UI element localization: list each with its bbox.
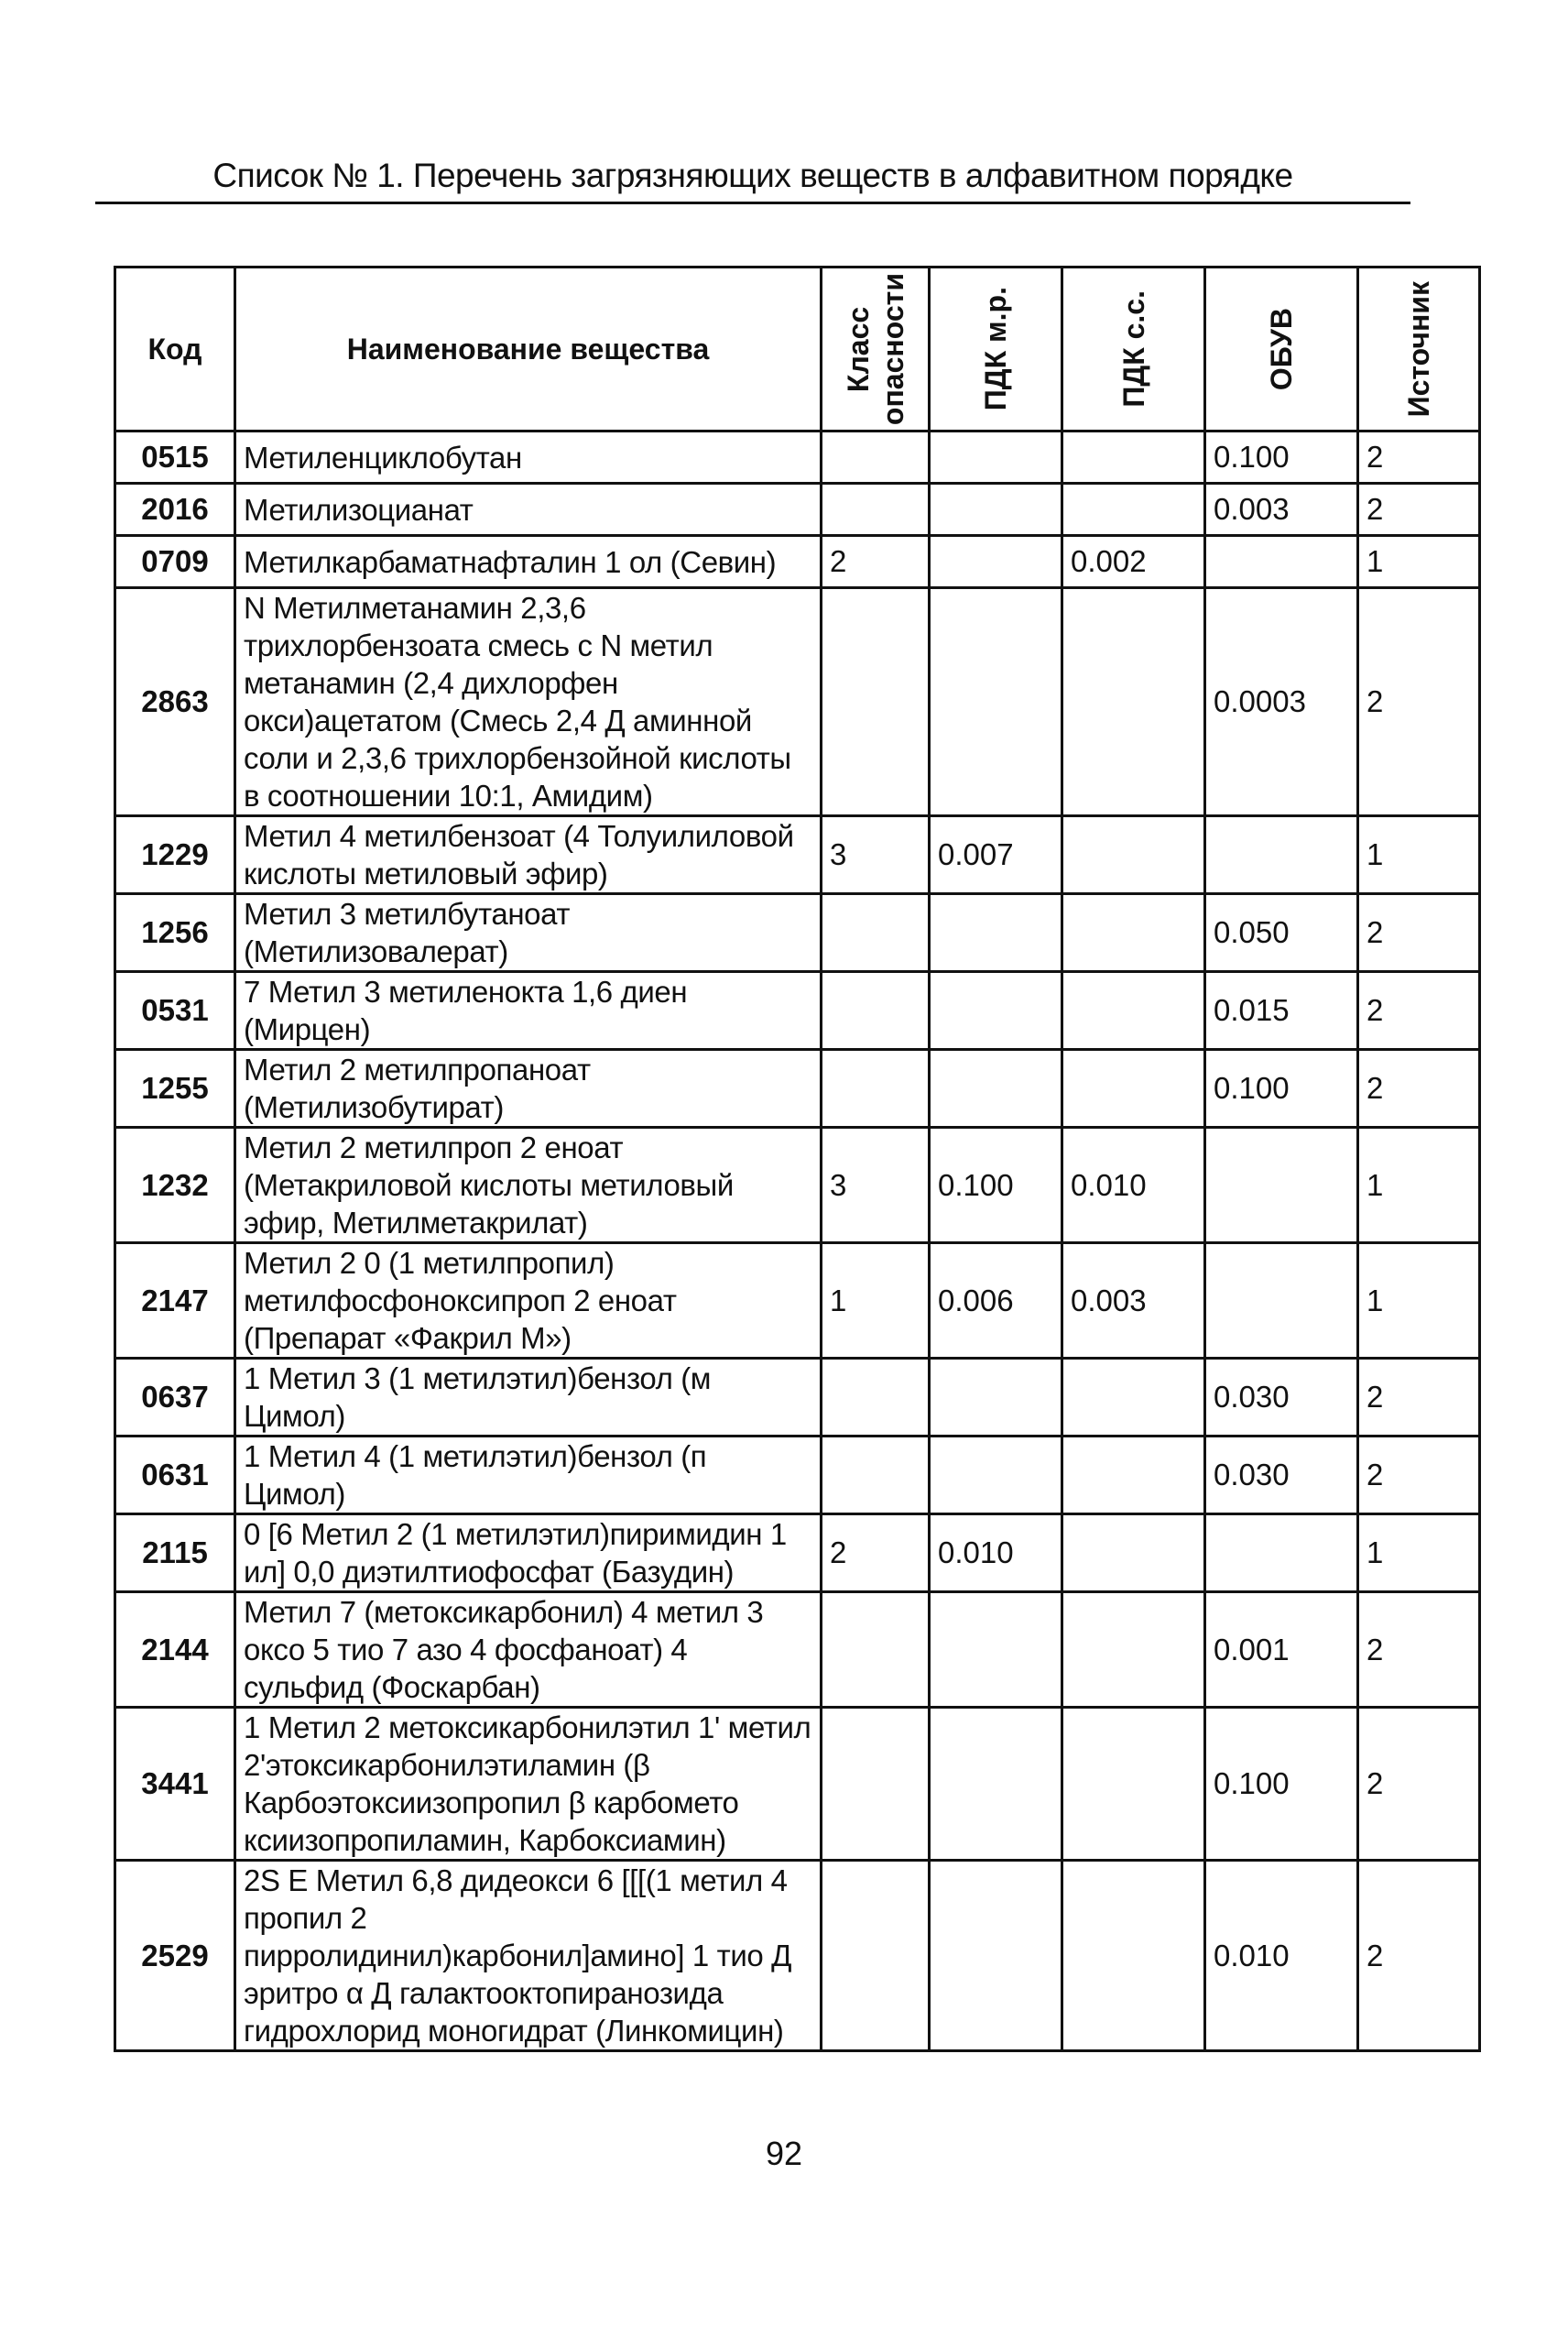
cell-pdk-ss (1062, 484, 1205, 536)
cell-code: 1232 (115, 1128, 235, 1243)
cell-obuv: 0.0003 (1205, 588, 1358, 816)
cell-source: 2 (1358, 588, 1480, 816)
cell-obuv: 0.003 (1205, 484, 1358, 536)
cell-code: 0709 (115, 536, 235, 588)
column-header-code: Код (115, 268, 235, 432)
cell-obuv: 0.010 (1205, 1861, 1358, 2051)
cell-obuv: 0.100 (1205, 432, 1358, 484)
cell-obuv: 0.050 (1205, 894, 1358, 972)
cell-source: 1 (1358, 536, 1480, 588)
table-row (115, 484, 1480, 536)
cell-pdk-mr (930, 1437, 1062, 1514)
cell-source: 2 (1358, 894, 1480, 972)
cell-name: Метиленциклобутан (235, 432, 822, 484)
cell-source: 2 (1358, 972, 1480, 1050)
cell-pdk-ss (1062, 1050, 1205, 1128)
cell-code: 0515 (115, 432, 235, 484)
cell-name: 7 Метил 3 метиленокта 1,6 диен (Мирцен) (235, 972, 822, 1050)
cell-obuv: 0.015 (1205, 972, 1358, 1050)
cell-code: 0637 (115, 1359, 235, 1437)
cell-pdk-ss: 0.003 (1062, 1243, 1205, 1359)
column-header-source-label: Источник (1402, 280, 1435, 418)
cell-pdk-ss: 0.002 (1062, 536, 1205, 588)
cell-pdk-ss (1062, 432, 1205, 484)
cell-name: Метил 3 метилбутаноат (Метилизовалерат) (235, 894, 822, 972)
cell-name: Метилкарбаматнафталин 1 ол (Севин) (235, 536, 822, 588)
cell-hazard-class: 3 (822, 816, 930, 894)
cell-hazard-class (822, 588, 930, 816)
cell-hazard-class: 2 (822, 1514, 930, 1592)
cell-obuv (1205, 816, 1358, 894)
cell-obuv: 0.100 (1205, 1050, 1358, 1128)
cell-name: 1 Метил 2 метоксикарбонилэтил 1' метил 2'этоксикарбонилэтиламин (β Карбоэтоксиизопропил β карбомето ксиизопропиламин, Карбоксиамин) (235, 1708, 822, 1861)
cell-pdk-mr (930, 536, 1062, 588)
cell-code: 2529 (115, 1861, 235, 2051)
cell-pdk-mr: 0.006 (930, 1243, 1062, 1359)
cell-pdk-ss (1062, 1437, 1205, 1514)
column-header-hazard-class (822, 268, 930, 432)
column-header-obuv (1205, 268, 1358, 432)
cell-name: N Метилметанамин 2,3,6 трихлорбензоата смесь с N метил метанамин (2,4 дихлорфен окси)ацетатом (Смесь 2,4 Д аминной соли и 2,3,6 трихлорбензойной кислоты в соотношении 10:1, Амидим) (235, 588, 822, 816)
cell-source: 2 (1358, 432, 1480, 484)
cell-obuv: 0.001 (1205, 1592, 1358, 1708)
cell-name: 1 Метил 4 (1 метилэтил)бензол (п Цимол) (235, 1437, 822, 1514)
cell-name: Метил 2 метилпропаноат (Метилизобутират) (235, 1050, 822, 1128)
cell-name: 1 Метил 3 (1 метилэтил)бензол (м Цимол) (235, 1359, 822, 1437)
cell-pdk-mr (930, 1050, 1062, 1128)
table-row (115, 588, 1480, 816)
cell-hazard-class (822, 1359, 930, 1437)
cell-name: Метил 4 метилбензоат (4 Толуилиловой кислоты метиловый эфир) (235, 816, 822, 894)
cell-pdk-mr (930, 1592, 1062, 1708)
cell-pdk-mr (930, 588, 1062, 816)
cell-name: Метилизоцианат (235, 484, 822, 536)
column-header-pdk-mr (930, 268, 1062, 432)
cell-code: 2147 (115, 1243, 235, 1359)
cell-pdk-ss (1062, 972, 1205, 1050)
cell-code: 1256 (115, 894, 235, 972)
cell-source: 1 (1358, 1243, 1480, 1359)
cell-pdk-mr (930, 1861, 1062, 2051)
cell-source: 2 (1358, 1437, 1480, 1514)
cell-pdk-mr (930, 484, 1062, 536)
substances-table (114, 266, 1481, 2052)
cell-hazard-class (822, 484, 930, 536)
cell-obuv (1205, 1514, 1358, 1592)
table-row (115, 1861, 1480, 2051)
cell-obuv: 0.100 (1205, 1708, 1358, 1861)
cell-source: 2 (1358, 1592, 1480, 1708)
column-header-obuv-label: ОБУВ (1265, 307, 1298, 391)
table-row (115, 1128, 1480, 1243)
cell-pdk-ss (1062, 1861, 1205, 2051)
cell-hazard-class: 3 (822, 1128, 930, 1243)
cell-pdk-mr: 0.010 (930, 1514, 1062, 1592)
table-row (115, 1437, 1480, 1514)
cell-code: 2115 (115, 1514, 235, 1592)
cell-code: 0631 (115, 1437, 235, 1514)
table-row (115, 1592, 1480, 1708)
page-number: 92 (765, 2135, 803, 2172)
cell-pdk-ss (1062, 1514, 1205, 1592)
cell-obuv (1205, 1128, 1358, 1243)
column-header-source (1358, 268, 1480, 432)
cell-source: 2 (1358, 1708, 1480, 1861)
table-row (115, 536, 1480, 588)
cell-pdk-mr (930, 1359, 1062, 1437)
column-header-pdk-mr-label: ПДК м.р. (979, 287, 1012, 411)
cell-pdk-mr (930, 972, 1062, 1050)
cell-hazard-class: 2 (822, 536, 930, 588)
cell-code: 2016 (115, 484, 235, 536)
cell-pdk-ss (1062, 1708, 1205, 1861)
cell-hazard-class (822, 894, 930, 972)
cell-source: 1 (1358, 1128, 1480, 1243)
column-header-pdk-ss (1062, 268, 1205, 432)
cell-pdk-mr (930, 432, 1062, 484)
cell-pdk-mr (930, 894, 1062, 972)
cell-hazard-class (822, 1708, 930, 1861)
cell-source: 2 (1358, 484, 1480, 536)
table-row (115, 1050, 1480, 1128)
cell-hazard-class (822, 972, 930, 1050)
cell-source: 1 (1358, 816, 1480, 894)
cell-code: 0531 (115, 972, 235, 1050)
cell-hazard-class (822, 1050, 930, 1128)
cell-code: 3441 (115, 1708, 235, 1861)
cell-name: 0 [6 Метил 2 (1 метилэтил)пиримидин 1 ил] 0,0 диэтилтиофосфат (Базудин) (235, 1514, 822, 1592)
cell-code: 1255 (115, 1050, 235, 1128)
table-row (115, 816, 1480, 894)
cell-hazard-class: 1 (822, 1243, 930, 1359)
table-row (115, 1514, 1480, 1592)
cell-hazard-class (822, 432, 930, 484)
cell-pdk-ss (1062, 894, 1205, 972)
table-row (115, 1243, 1480, 1359)
cell-pdk-ss (1062, 1359, 1205, 1437)
cell-pdk-ss: 0.010 (1062, 1128, 1205, 1243)
cell-pdk-mr: 0.100 (930, 1128, 1062, 1243)
cell-pdk-mr (930, 1708, 1062, 1861)
cell-pdk-ss (1062, 816, 1205, 894)
cell-hazard-class (822, 1437, 930, 1514)
cell-source: 2 (1358, 1359, 1480, 1437)
cell-hazard-class (822, 1592, 930, 1708)
table-row (115, 972, 1480, 1050)
cell-code: 1229 (115, 816, 235, 894)
table-row (115, 1359, 1480, 1437)
cell-source: 2 (1358, 1861, 1480, 2051)
cell-obuv: 0.030 (1205, 1437, 1358, 1514)
cell-name: 2S E Метил 6,8 дидеокси 6 [[[(1 метил 4 пропил 2 пирролидинил)карбонил]амино] 1 тио Д эритро α Д галактооктопиранозида гидрохлорид моногидрат (Линкомицин) (235, 1861, 822, 2051)
table-row (115, 894, 1480, 972)
table-row (115, 432, 1480, 484)
cell-hazard-class (822, 1861, 930, 2051)
cell-obuv (1205, 536, 1358, 588)
cell-pdk-ss (1062, 588, 1205, 816)
cell-source: 2 (1358, 1050, 1480, 1128)
cell-pdk-ss (1062, 1592, 1205, 1708)
page-title: Список № 1. Перечень загрязняющих веществ в алфавитном порядке (95, 154, 1410, 204)
column-header-name: Наименование вещества (235, 268, 822, 432)
cell-code: 2863 (115, 588, 235, 816)
cell-name: Метил 2 0 (1 метилпропил) метилфосфоноксипроп 2 еноат (Препарат «Факрил М») (235, 1243, 822, 1359)
cell-obuv (1205, 1243, 1358, 1359)
cell-code: 2144 (115, 1592, 235, 1708)
cell-name: Метил 2 метилпроп 2 еноат (Метакриловой кислоты метиловый эфир, Метилметакрилат) (235, 1128, 822, 1243)
column-header-pdk-ss-label: ПДК с.с. (1116, 290, 1150, 408)
cell-pdk-mr: 0.007 (930, 816, 1062, 894)
cell-source: 1 (1358, 1514, 1480, 1592)
table-row (115, 1708, 1480, 1861)
cell-obuv: 0.030 (1205, 1359, 1358, 1437)
column-header-hazard-class-label: Класс опасности (841, 272, 909, 426)
table-header-row (115, 268, 1480, 432)
cell-name: Метил 7 (метоксикарбонил) 4 метил 3 оксо 5 тио 7 азо 4 фосфаноат) 4 сульфид (Фоскарбан) (235, 1592, 822, 1708)
